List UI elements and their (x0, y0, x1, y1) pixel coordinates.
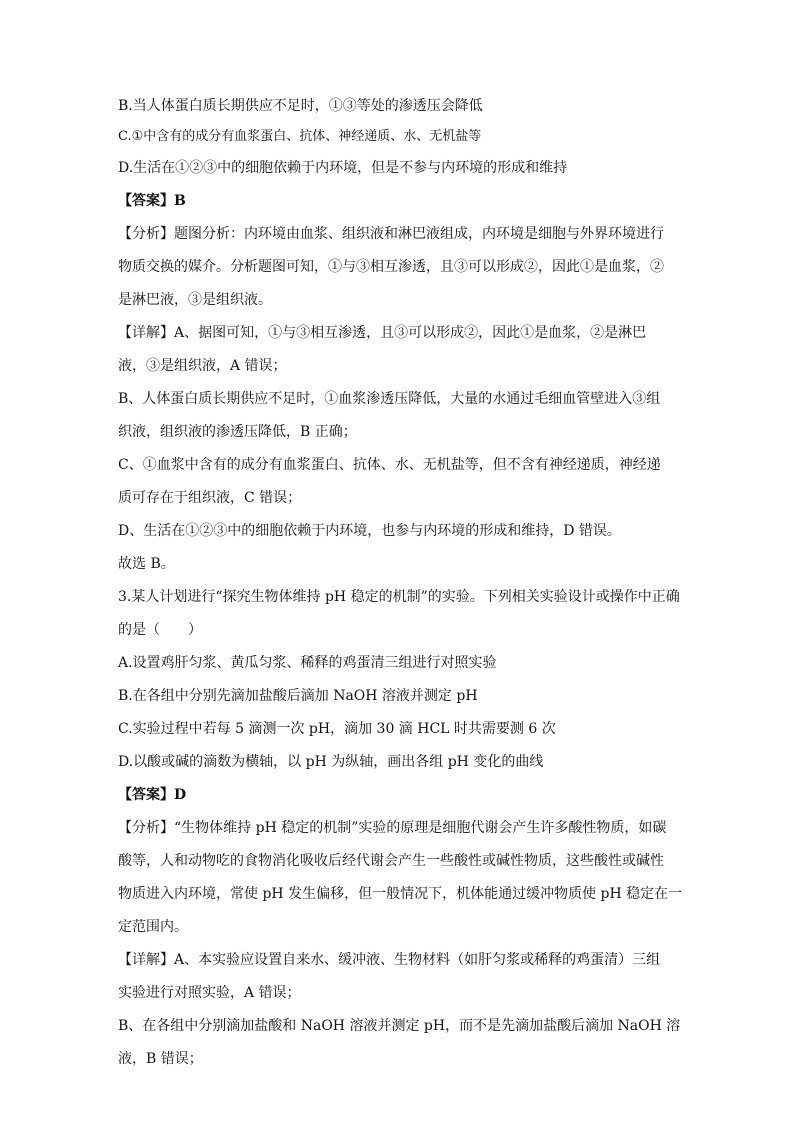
q2-analysis-line: 【分析】题图分析：内环境由血浆、组织液和淋巴液组成，内环境是细胞与外界环境进行 (118, 226, 664, 242)
q2-detail-line: 液，③是组织液，A 错误； (118, 358, 287, 374)
q2-answer: 【答案】B (118, 193, 186, 209)
q3-detail-line: B、在各组中分别滴加盐酸和 NaOH 溶液并测定 pH，而不是先滴加盐酸后滴加 NaOH 溶 (118, 1018, 681, 1034)
q2-analysis-line: 是淋巴液，③是组织液。 (118, 292, 272, 308)
q2-detail-line: 质可存在于组织液，C 错误； (118, 490, 302, 506)
q3-analysis-line: 【分析】“生物体维持 pH 稳定的机制”实验的原理是细胞代谢会产生许多酸性物质，如碳 (118, 820, 667, 836)
q3-analysis-line: 物质进入内环境，常使 pH 发生偏移，但一般情况下，机体能通过缓冲物质使 pH 稳定在一 (118, 886, 683, 902)
q2-detail-line: D、生活在①②③中的细胞依赖于内环境，也参与内环境的形成和维持，D 错误。 (118, 523, 621, 539)
q2-option-c: C.①中含有的成分有血浆蛋白、抗体、神经递质、水、无机盐等 (118, 129, 482, 144)
q3-option-d: D.以酸或碱的滴数为横轴，以 pH 为纵轴，画出各组 pH 变化的曲线 (118, 754, 544, 770)
q3-analysis-line: 酸等，人和动物吃的食物消化吸收后经代谢会产生一些酸性或碱性物质，这些酸性或碱性 (118, 853, 664, 869)
q2-detail-line: C、①血浆中含有的成分有血浆蛋白、抗体、水、无机盐等，但不含有神经递质，神经递 (118, 457, 661, 473)
q3-analysis-line: 定范围内。 (118, 919, 188, 935)
q2-detail-line: 【详解】A、据图可知，①与③相互渗透，且③可以形成②，因此①是血浆，②是淋巴 (118, 325, 647, 341)
q3-question-line: 3.某人计划进行“探究生物体维持 pH 稳定的机制”的实验。下列相关实验设计或操作中正确 (118, 589, 680, 605)
q2-detail-line: 故选 B。 (118, 556, 175, 572)
q3-option-b: B.在各组中分别先滴加盐酸后滴加 NaOH 溶液并测定 pH (118, 688, 478, 704)
q3-detail-line: 【详解】A、本实验应设置自来水、缓冲液、生物材料（如肝匀浆或稀释的鸡蛋清）三组 (118, 952, 661, 968)
q3-option-c: C.实验过程中若每 5 滴测一次 pH，滴加 30 滴 HCL 时共需要测 6 次 (118, 721, 556, 737)
document-page (118, 98, 688, 1067)
q2-detail-line: B、人体蛋白质长期供应不足时，①血浆渗透压降低，大量的水通过毛细血管壁进入③组 (118, 391, 661, 407)
q2-detail-line: 织液，组织液的渗透压降低，B 正确； (118, 424, 357, 440)
q2-option-b: B.当人体蛋白质长期供应不足时，①③等处的渗透压会降低 (118, 98, 483, 114)
q2-analysis-line: 物质交换的媒介。分析题图可知，①与③相互渗透，且③可以形成②，因此①是血浆，② (118, 259, 664, 275)
q3-answer: 【答案】D (118, 787, 187, 803)
q3-option-a: A.设置鸡肝匀浆、黄瓜匀浆、稀释的鸡蛋清三组进行对照实验 (118, 655, 497, 671)
q3-detail-line: 液，B 错误； (118, 1051, 203, 1067)
q2-option-d: D.生活在①②③中的细胞依赖于内环境，但是不参与内环境的形成和维持 (118, 160, 568, 176)
q3-question-line: 的是（ ） (118, 622, 202, 638)
q3-detail-line: 实验进行对照实验，A 错误； (118, 985, 301, 1001)
